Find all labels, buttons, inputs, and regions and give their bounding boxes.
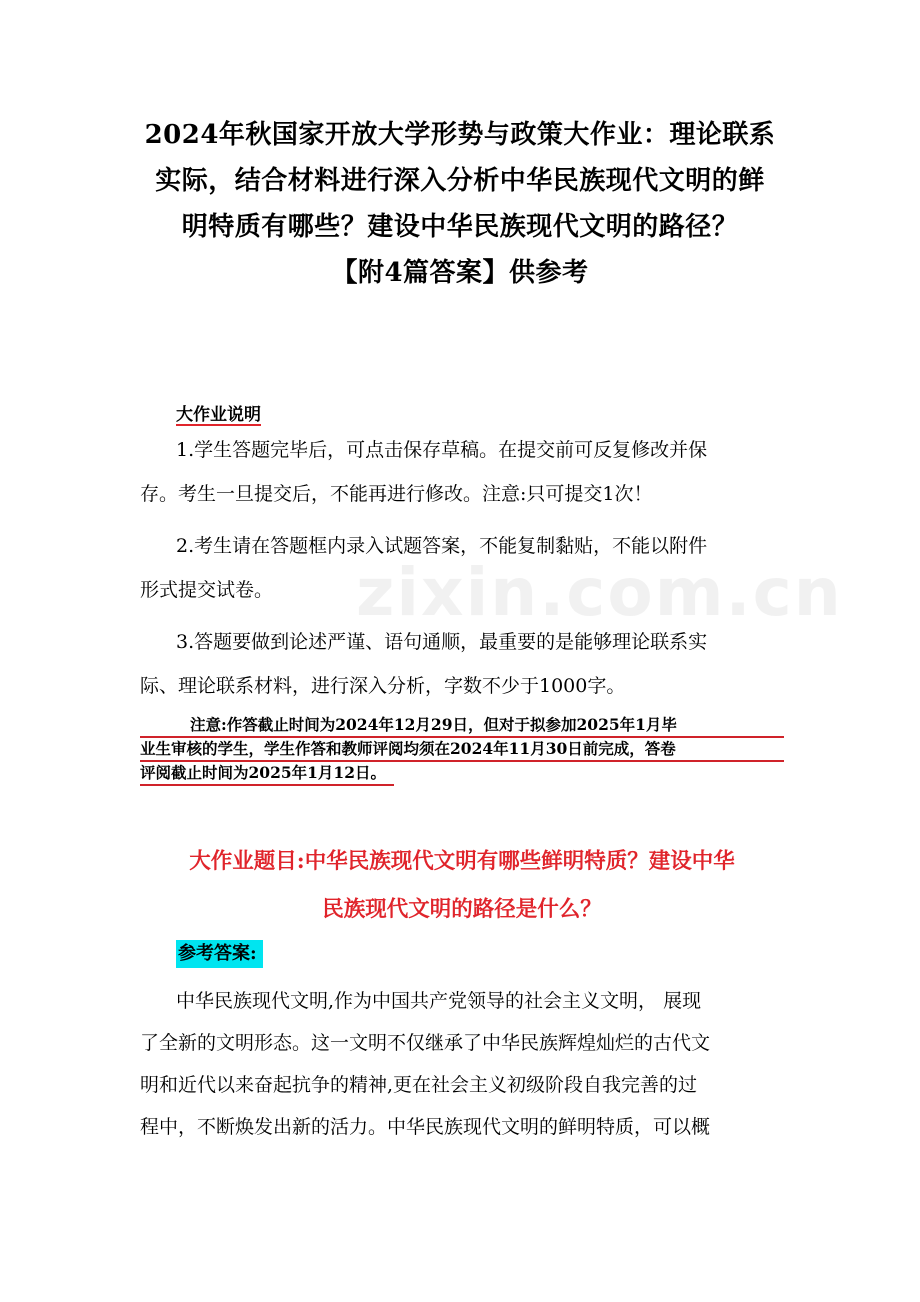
title-line: 实际，结合材料进行深入分析中华民族现代文明的鲜 (155, 166, 765, 196)
text-line: 1.学生答题完毕后，可点击保存草稿。在提交前可反复修改并保 (176, 439, 708, 461)
text-line: 存。考生一旦提交后，不能再进行修改。注意:只可提交1次！ (140, 483, 653, 505)
question-line: 大作业题目:中华民族现代文明有哪些鲜明特质？建设中华 (189, 849, 735, 874)
text-line: 3.答题要做到论述严谨、语句通顺，最重要的是能够理论联系实 (176, 631, 708, 653)
instruction-1 (140, 428, 784, 516)
notice-line: 业生审核的学生，学生作答和教师评阅均须在2024年11月30日前完成，答卷 (140, 738, 784, 762)
text-line: 2.考生请在答题框内录入试题答案，不能复制黏贴，不能以附件 (176, 535, 708, 557)
deadline-notice (140, 714, 784, 786)
title-line: 2024年秋国家开放大学形势与政策大作业：理论联系 (144, 120, 776, 150)
title-line: 【附4篇答案】供参考 (331, 258, 589, 288)
title-line: 明特质有哪些？建设中华民族现代文明的路径？ (181, 212, 739, 242)
text-line: 中华民族现代文明,作为中国共产党领导的社会主义文明， 展现 (176, 990, 702, 1012)
answer-paragraph (140, 980, 784, 1148)
question-line: 民族现代文明的路径是什么？ (322, 897, 602, 922)
text-line: 明和近代以来奋起抗争的精神,更在社会主义初级阶段自我完善的过 (140, 1074, 698, 1096)
instruction-2 (140, 524, 784, 612)
reference-answer-label: 参考答案: (176, 940, 263, 968)
text-line: 程中，不断焕发出新的活力。中华民族现代文明的鲜明特质，可以概 (140, 1116, 711, 1138)
text-line: 了全新的文明形态。这一文明不仅继承了中华民族辉煌灿烂的古代文 (140, 1032, 711, 1054)
instructions-heading: 大作业说明 (176, 405, 261, 425)
notice-line: 评阅截止时间为2025年1月12日。 (140, 762, 394, 786)
watermark: zixin.com.cn (356, 554, 843, 631)
assignment-question (140, 838, 784, 934)
text-line: 形式提交试卷。 (140, 579, 274, 601)
document-title (110, 112, 810, 296)
instruction-3 (140, 620, 784, 708)
notice-line: 注意:作答截止时间为2024年12月29日，但对于拟参加2025年1月毕 (140, 714, 784, 738)
text-line: 际、理论联系材料，进行深入分析，字数不少于1000字。 (140, 675, 626, 697)
